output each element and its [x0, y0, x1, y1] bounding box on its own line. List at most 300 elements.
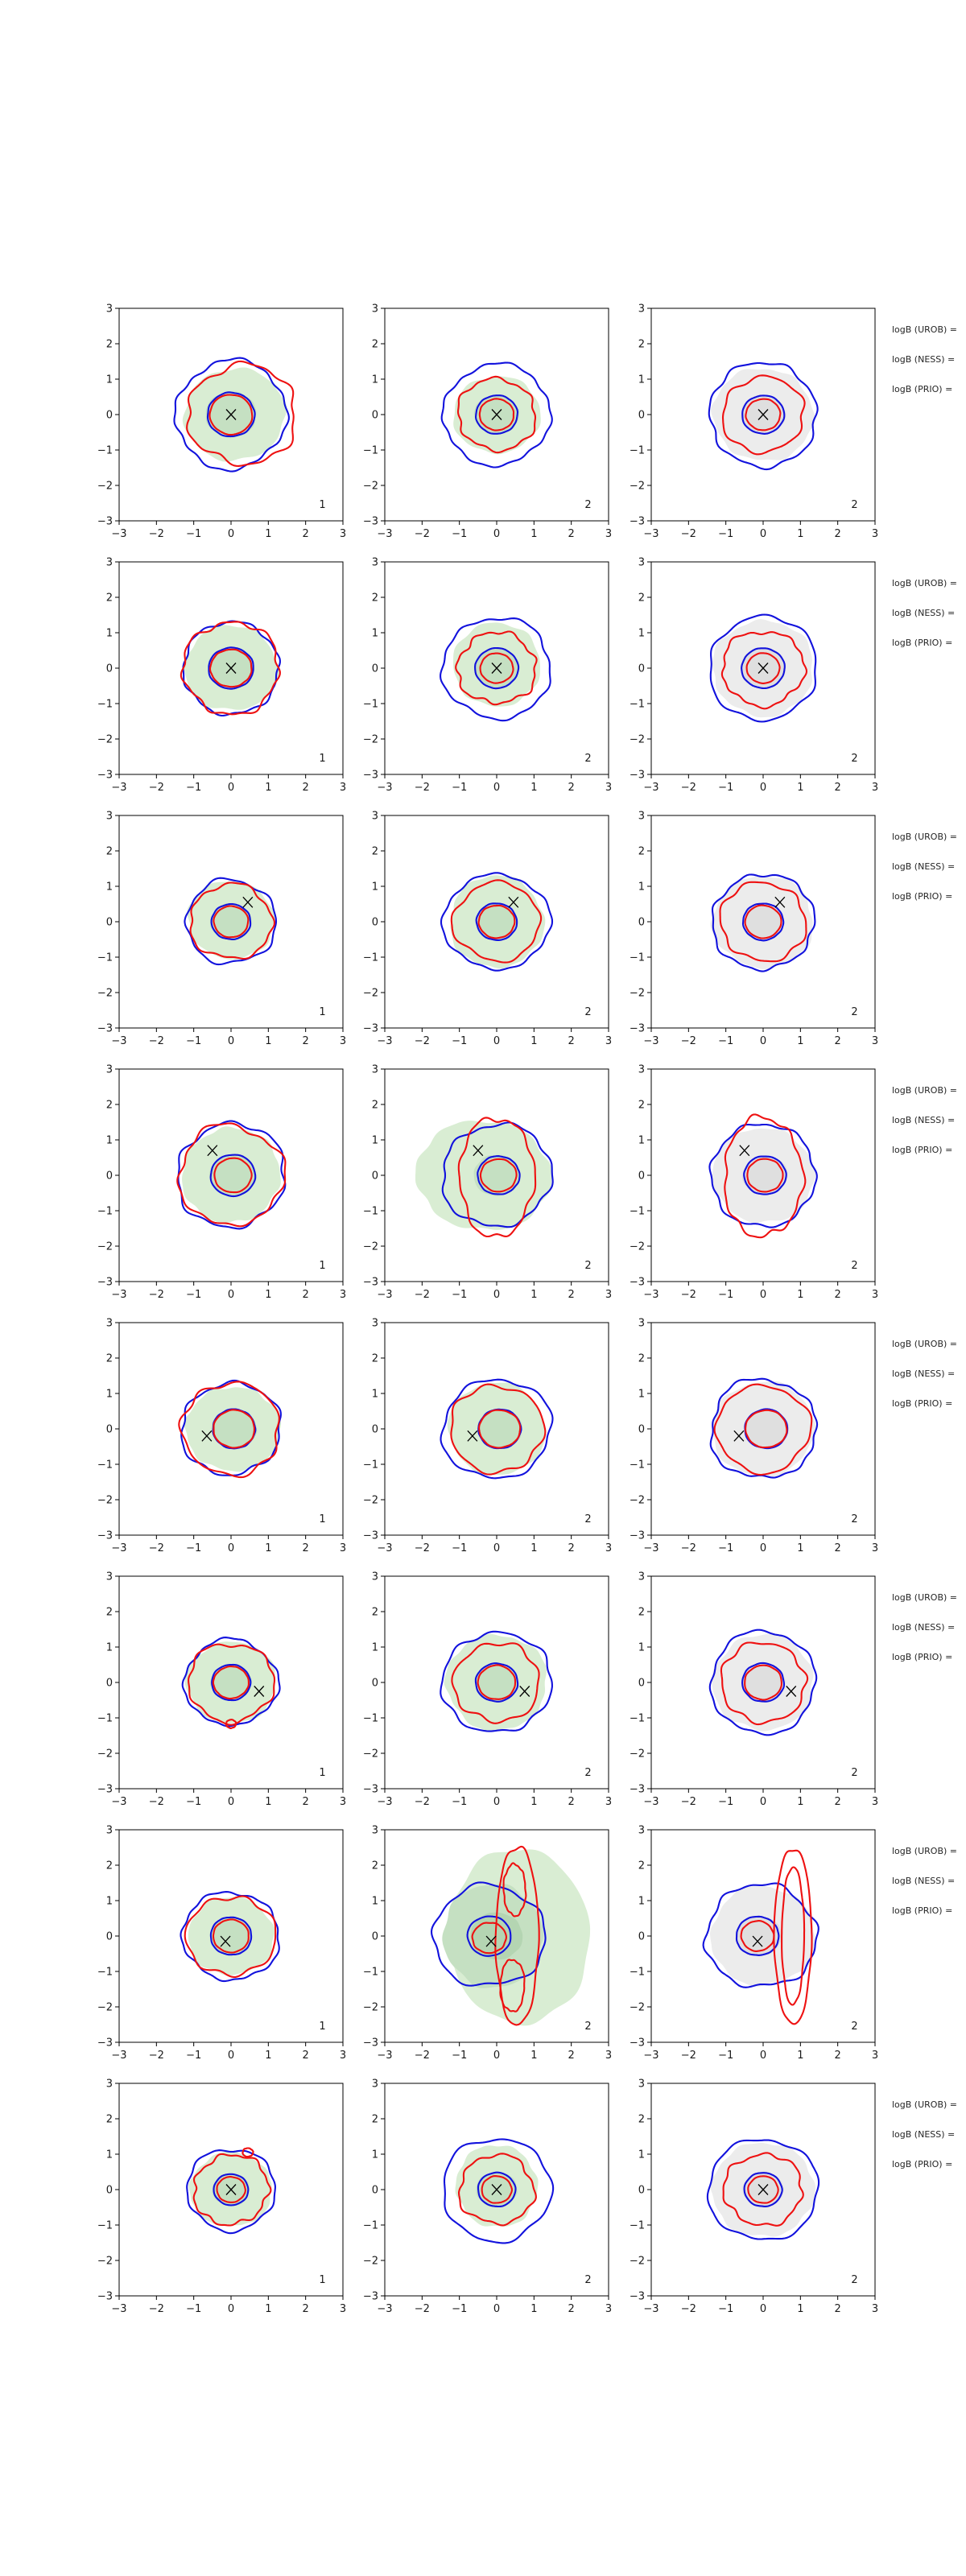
panel-number-label: 2: [851, 1260, 858, 1273]
panel-number-label: 2: [584, 1513, 592, 1526]
x-tick-label: 2: [568, 782, 575, 794]
x-tick-label: −1: [718, 1796, 734, 1808]
x-tick-label: −3: [643, 1796, 659, 1808]
y-tick-label: 0: [371, 916, 378, 929]
panel-number-label: 1: [319, 499, 326, 512]
y-tick-label: −1: [362, 1966, 378, 1979]
x-tick-label: 1: [797, 2303, 804, 2315]
x-tick-label: 3: [605, 1796, 613, 1808]
y-tick-label: −3: [362, 769, 378, 782]
x-tick-label: 2: [834, 2050, 841, 2062]
panel-number-label: 2: [584, 2274, 592, 2287]
y-tick-label: −3: [97, 769, 113, 782]
y-tick-label: −1: [97, 2219, 113, 2232]
y-tick-label: −2: [362, 733, 378, 746]
y-tick-label: −3: [362, 1783, 378, 1796]
x-tick-label: −3: [111, 528, 127, 540]
x-tick-label: 1: [797, 1796, 804, 1808]
y-tick-label: 3: [371, 1571, 378, 1583]
logb-urob-label: logB (UROB) =: [892, 2099, 958, 2110]
y-tick-label: 1: [105, 1388, 113, 1401]
x-tick-label: −1: [718, 1542, 734, 1554]
contour-subplot-r3-c2: [349, 807, 621, 1052]
y-tick-label: 1: [638, 881, 645, 894]
contour-subplot-r2-c2: [349, 554, 621, 799]
y-tick-label: 1: [105, 374, 113, 386]
x-tick-label: 0: [493, 1289, 501, 1301]
y-tick-label: −2: [97, 2255, 113, 2268]
x-tick-label: −2: [148, 1796, 164, 1808]
x-tick-label: −1: [718, 782, 734, 794]
x-tick-label: −3: [377, 1796, 393, 1808]
y-tick-label: 3: [105, 1824, 113, 1837]
x-tick-label: −2: [414, 1035, 430, 1047]
y-tick-label: −3: [97, 515, 113, 528]
y-tick-label: 3: [371, 2078, 378, 2091]
y-tick-label: −2: [97, 1748, 113, 1761]
y-tick-label: 0: [371, 1170, 378, 1183]
x-tick-label: 1: [797, 1289, 804, 1301]
y-tick-label: 2: [638, 1352, 645, 1365]
x-tick-label: −3: [643, 782, 659, 794]
y-tick-label: 2: [105, 1099, 113, 1112]
y-tick-label: −2: [629, 1241, 645, 1253]
panel-number-label: 1: [319, 1767, 326, 1780]
logb-ness-label: logB (NESS) =: [892, 861, 956, 872]
y-tick-label: 3: [371, 810, 378, 823]
x-tick-label: 2: [302, 1542, 309, 1554]
logb-prio-label: logB (PRIO) =: [892, 891, 953, 902]
x-tick-label: −1: [186, 2303, 202, 2315]
contour-subplot-r1-c3: [615, 300, 887, 545]
y-tick-label: 3: [638, 556, 645, 569]
y-tick-label: −1: [97, 444, 113, 457]
y-tick-label: 3: [371, 556, 378, 569]
panel-number-label: 2: [584, 2021, 592, 2033]
x-tick-label: 3: [605, 1542, 613, 1554]
logb-urob-label: logB (UROB) =: [892, 324, 958, 335]
y-tick-label: −1: [97, 698, 113, 711]
x-tick-label: 2: [302, 782, 309, 794]
x-tick-label: 1: [530, 2303, 538, 2315]
y-tick-label: 2: [105, 592, 113, 605]
x-tick-label: 3: [339, 528, 347, 540]
y-tick-label: 1: [105, 1895, 113, 1908]
y-tick-label: 2: [371, 845, 378, 858]
x-tick-label: 0: [227, 782, 235, 794]
y-tick-label: 2: [371, 1606, 378, 1619]
y-tick-label: 3: [105, 303, 113, 316]
x-tick-label: 0: [493, 1035, 501, 1047]
y-tick-label: 0: [371, 1930, 378, 1943]
y-tick-label: 0: [371, 409, 378, 422]
contour-subplot-r4-c2: [349, 1061, 621, 1306]
y-tick-label: 0: [105, 1170, 113, 1183]
x-tick-label: −1: [718, 2303, 734, 2315]
x-tick-label: −1: [452, 528, 468, 540]
y-tick-label: −1: [97, 1459, 113, 1472]
x-tick-label: −1: [186, 1035, 202, 1047]
y-tick-label: 3: [105, 1571, 113, 1583]
x-tick-label: 3: [871, 1035, 879, 1047]
x-tick-label: −2: [148, 2050, 164, 2062]
logb-urob-label: logB (UROB) =: [892, 1085, 958, 1096]
panel-number-label: 2: [584, 1006, 592, 1019]
x-tick-label: 2: [568, 528, 575, 540]
x-tick-label: −2: [414, 2303, 430, 2315]
panel-number-label: 2: [851, 2274, 858, 2287]
y-tick-label: 0: [638, 1170, 645, 1183]
y-tick-label: −2: [97, 987, 113, 1000]
x-tick-label: −2: [148, 1289, 164, 1301]
y-tick-label: 2: [638, 1606, 645, 1619]
contour-subplot-r6-c2: [349, 1568, 621, 1813]
y-tick-label: 1: [371, 1134, 378, 1147]
x-tick-label: −3: [643, 1035, 659, 1047]
panel-number-label: 1: [319, 2021, 326, 2033]
y-tick-label: 1: [371, 1388, 378, 1401]
panel-number-label: 2: [584, 1260, 592, 1273]
y-tick-label: −1: [629, 952, 645, 964]
y-tick-label: −2: [362, 480, 378, 493]
y-tick-label: −3: [629, 1022, 645, 1035]
contour-subplot-r8-c3: [615, 2075, 887, 2320]
x-tick-label: 2: [834, 1035, 841, 1047]
y-tick-label: 0: [105, 409, 113, 422]
contour-subplot-r2-c3: [615, 554, 887, 799]
x-tick-label: −2: [148, 782, 164, 794]
x-tick-label: −1: [452, 1542, 468, 1554]
plot-area: [184, 878, 276, 964]
contour-subplot-r2-c1: [83, 554, 355, 799]
y-tick-label: −1: [629, 1712, 645, 1725]
x-tick-label: 2: [302, 1035, 309, 1047]
x-tick-label: 3: [871, 1796, 879, 1808]
logb-urob-label: logB (UROB) =: [892, 1846, 958, 1856]
x-tick-label: 3: [339, 1796, 347, 1808]
y-tick-label: −1: [362, 952, 378, 964]
x-tick-label: −2: [680, 1542, 696, 1554]
y-tick-label: 1: [638, 1388, 645, 1401]
x-tick-label: −1: [452, 1796, 468, 1808]
y-tick-label: −1: [362, 444, 378, 457]
x-tick-label: 3: [871, 528, 879, 540]
x-tick-label: 0: [759, 1542, 767, 1554]
plot-area: [710, 874, 815, 971]
x-tick-label: −2: [148, 2303, 164, 2315]
plot-area: [710, 1630, 816, 1736]
y-tick-label: 0: [105, 1930, 113, 1943]
x-tick-label: −3: [377, 2303, 393, 2315]
y-tick-label: 3: [371, 1824, 378, 1837]
x-tick-label: 0: [493, 782, 501, 794]
contour-subplot-r4-c3: [615, 1061, 887, 1306]
contour-subplot-r8-c2: [349, 2075, 621, 2320]
y-tick-label: −3: [362, 1276, 378, 1289]
logb-ness-label: logB (NESS) =: [892, 1622, 956, 1633]
y-tick-label: 2: [638, 1860, 645, 1872]
y-tick-label: −2: [97, 480, 113, 493]
y-tick-label: 3: [105, 1317, 113, 1330]
x-tick-label: −3: [643, 2303, 659, 2315]
y-tick-label: −3: [362, 515, 378, 528]
x-tick-label: 0: [227, 1796, 235, 1808]
y-tick-label: 2: [105, 338, 113, 351]
x-tick-label: 0: [227, 2303, 235, 2315]
y-tick-label: −1: [629, 1459, 645, 1472]
panel-number-label: 2: [584, 1767, 592, 1780]
y-tick-label: −1: [629, 698, 645, 711]
x-tick-label: −3: [111, 1796, 127, 1808]
logb-ness-label: logB (NESS) =: [892, 608, 956, 618]
x-tick-label: 1: [530, 2050, 538, 2062]
y-tick-label: 0: [105, 1423, 113, 1436]
plot-area: [179, 1381, 281, 1477]
y-tick-label: 1: [371, 1895, 378, 1908]
y-tick-label: 2: [638, 2113, 645, 2126]
x-tick-label: −2: [680, 1035, 696, 1047]
y-tick-label: 0: [638, 1423, 645, 1436]
y-tick-label: −2: [97, 1241, 113, 1253]
x-tick-label: 2: [568, 1035, 575, 1047]
y-tick-label: 3: [638, 1317, 645, 1330]
x-tick-label: 0: [227, 1542, 235, 1554]
panel-number-label: 1: [319, 1513, 326, 1526]
contour-subplot-r5-c3: [615, 1315, 887, 1559]
x-tick-label: −3: [377, 1035, 393, 1047]
y-tick-label: 2: [371, 1860, 378, 1872]
x-tick-label: −3: [111, 1289, 127, 1301]
y-tick-label: 0: [105, 1677, 113, 1690]
y-tick-label: 0: [105, 916, 113, 929]
x-tick-label: 1: [530, 782, 538, 794]
x-tick-label: −1: [452, 782, 468, 794]
x-tick-label: −2: [680, 2050, 696, 2062]
plot-area: [711, 1379, 817, 1478]
x-tick-label: 1: [530, 1542, 538, 1554]
logb-urob-label: logB (UROB) =: [892, 578, 958, 588]
x-tick-label: 3: [339, 1289, 347, 1301]
contour-subplot-r6-c3: [615, 1568, 887, 1813]
y-tick-label: 0: [105, 663, 113, 675]
x-tick-label: −2: [148, 528, 164, 540]
contour-subplot-r7-c1: [83, 1822, 355, 2066]
y-tick-label: 1: [371, 627, 378, 640]
contour-subplot-r1-c2: [349, 300, 621, 545]
panel-number-label: 1: [319, 2274, 326, 2287]
x-tick-label: −1: [186, 528, 202, 540]
y-tick-label: 0: [371, 1677, 378, 1690]
y-tick-label: 1: [105, 881, 113, 894]
x-tick-label: −3: [111, 2050, 127, 2062]
plot-area: [709, 363, 818, 469]
y-tick-label: −3: [629, 2037, 645, 2050]
y-tick-label: 0: [638, 663, 645, 675]
x-tick-label: −3: [643, 2050, 659, 2062]
y-tick-label: −3: [629, 515, 645, 528]
y-tick-label: −3: [362, 2290, 378, 2303]
x-tick-label: −3: [377, 782, 393, 794]
x-tick-label: −1: [186, 1289, 202, 1301]
x-tick-label: 3: [871, 782, 879, 794]
plot-area: [441, 873, 552, 970]
y-tick-label: 2: [105, 1860, 113, 1872]
x-tick-label: 1: [265, 1542, 272, 1554]
y-tick-label: −2: [629, 987, 645, 1000]
x-tick-label: −1: [718, 2050, 734, 2062]
x-tick-label: −3: [377, 2050, 393, 2062]
y-tick-label: −1: [629, 1966, 645, 1979]
x-tick-label: 1: [530, 528, 538, 540]
y-tick-label: −1: [97, 1966, 113, 1979]
x-tick-label: 0: [227, 1035, 235, 1047]
x-tick-label: −1: [718, 1035, 734, 1047]
y-tick-label: −3: [97, 2290, 113, 2303]
contour-subplot-r8-c1: [83, 2075, 355, 2320]
y-tick-label: 3: [371, 303, 378, 316]
y-tick-label: 1: [105, 1641, 113, 1654]
y-tick-label: −2: [362, 1241, 378, 1253]
x-tick-label: 2: [834, 528, 841, 540]
y-tick-label: 1: [105, 1134, 113, 1147]
y-tick-label: −3: [629, 2290, 645, 2303]
y-tick-label: 3: [105, 2078, 113, 2091]
y-tick-label: 1: [638, 1895, 645, 1908]
y-tick-label: 0: [638, 916, 645, 929]
y-tick-label: 2: [105, 1606, 113, 1619]
x-tick-label: 3: [605, 1289, 613, 1301]
y-tick-label: 2: [638, 338, 645, 351]
logb-urob-label: logB (UROB) =: [892, 1339, 958, 1349]
x-tick-label: 3: [339, 1035, 347, 1047]
y-tick-label: −2: [362, 987, 378, 1000]
x-tick-label: −3: [643, 1542, 659, 1554]
x-tick-label: −3: [111, 782, 127, 794]
logb-prio-label: logB (PRIO) =: [892, 1398, 953, 1409]
x-tick-label: −1: [452, 2050, 468, 2062]
contour-subplot-r7-c2: [349, 1822, 621, 2066]
x-tick-label: 2: [568, 2303, 575, 2315]
plot-area: [440, 1632, 552, 1732]
y-tick-label: 2: [105, 1352, 113, 1365]
panel-number-label: 2: [851, 2021, 858, 2033]
x-tick-label: −1: [186, 1796, 202, 1808]
y-tick-label: 3: [638, 810, 645, 823]
y-tick-label: −2: [629, 480, 645, 493]
x-tick-label: −1: [186, 2050, 202, 2062]
contour-subplot-r7-c3: [615, 1822, 887, 2066]
y-tick-label: 2: [638, 845, 645, 858]
y-tick-label: 1: [638, 627, 645, 640]
panel-number-label: 1: [319, 753, 326, 766]
x-tick-label: 2: [834, 1542, 841, 1554]
y-tick-label: 2: [371, 2113, 378, 2126]
y-tick-label: 0: [638, 2184, 645, 2197]
y-tick-label: 0: [371, 663, 378, 675]
plot-area: [709, 1114, 816, 1237]
x-tick-label: −2: [414, 782, 430, 794]
y-tick-label: −1: [97, 1712, 113, 1725]
logb-prio-label: logB (PRIO) =: [892, 1652, 953, 1662]
x-tick-label: 2: [302, 1289, 309, 1301]
y-tick-label: 1: [638, 2149, 645, 2161]
x-tick-label: 3: [339, 2050, 347, 2062]
x-tick-label: −2: [148, 1542, 164, 1554]
y-tick-label: 3: [638, 1824, 645, 1837]
x-tick-label: 1: [797, 2050, 804, 2062]
x-tick-label: 3: [605, 528, 613, 540]
x-tick-label: 2: [568, 1796, 575, 1808]
y-tick-label: −1: [97, 952, 113, 964]
logb-ness-label: logB (NESS) =: [892, 1876, 956, 1886]
logb-urob-label: logB (UROB) =: [892, 1592, 958, 1603]
x-tick-label: 1: [265, 528, 272, 540]
x-tick-label: 0: [759, 2303, 767, 2315]
y-tick-label: 0: [371, 2184, 378, 2197]
y-tick-label: 1: [638, 1134, 645, 1147]
x-tick-label: −3: [377, 528, 393, 540]
x-tick-label: 3: [871, 2303, 879, 2315]
y-tick-label: −1: [362, 1205, 378, 1218]
x-tick-label: −3: [377, 1542, 393, 1554]
x-tick-label: 2: [568, 1289, 575, 1301]
x-tick-label: −2: [414, 1289, 430, 1301]
y-tick-label: −3: [97, 1276, 113, 1289]
x-tick-label: −3: [111, 1542, 127, 1554]
x-tick-label: 2: [568, 2050, 575, 2062]
x-tick-label: −3: [111, 2303, 127, 2315]
y-tick-label: −3: [629, 1783, 645, 1796]
x-tick-label: 3: [605, 2303, 613, 2315]
logb-ness-label: logB (NESS) =: [892, 1368, 956, 1379]
logb-urob-label: logB (UROB) =: [892, 832, 958, 842]
panel-number-label: 1: [319, 1260, 326, 1273]
x-tick-label: 2: [302, 2303, 309, 2315]
y-tick-label: −3: [629, 769, 645, 782]
plot-area: [175, 358, 294, 472]
x-tick-label: 3: [871, 1289, 879, 1301]
y-tick-label: −2: [629, 1748, 645, 1761]
logb-prio-label: logB (PRIO) =: [892, 2159, 953, 2169]
x-tick-label: 2: [834, 2303, 841, 2315]
x-tick-label: −1: [186, 1542, 202, 1554]
x-tick-label: −1: [718, 1289, 734, 1301]
x-tick-label: 3: [339, 782, 347, 794]
x-tick-label: 3: [871, 1542, 879, 1554]
y-tick-label: 1: [371, 1641, 378, 1654]
x-tick-label: 0: [493, 2050, 501, 2062]
y-tick-label: 0: [105, 2184, 113, 2197]
x-tick-label: 0: [227, 528, 235, 540]
contour-subplot-r4-c1: [83, 1061, 355, 1306]
y-tick-label: 1: [105, 627, 113, 640]
x-tick-label: −2: [414, 1542, 430, 1554]
logb-prio-label: logB (PRIO) =: [892, 384, 953, 394]
x-tick-label: 2: [834, 1289, 841, 1301]
x-tick-label: 3: [339, 2303, 347, 2315]
logb-ness-label: logB (NESS) =: [892, 2129, 956, 2140]
x-tick-label: −2: [414, 528, 430, 540]
y-tick-label: 2: [371, 1099, 378, 1112]
y-tick-label: −3: [97, 2037, 113, 2050]
x-tick-label: 1: [265, 782, 272, 794]
x-tick-label: 1: [797, 528, 804, 540]
y-tick-label: 1: [638, 374, 645, 386]
plot-area: [441, 1380, 553, 1479]
y-tick-label: −1: [629, 1205, 645, 1218]
y-tick-label: 1: [371, 881, 378, 894]
y-tick-label: 2: [371, 1352, 378, 1365]
